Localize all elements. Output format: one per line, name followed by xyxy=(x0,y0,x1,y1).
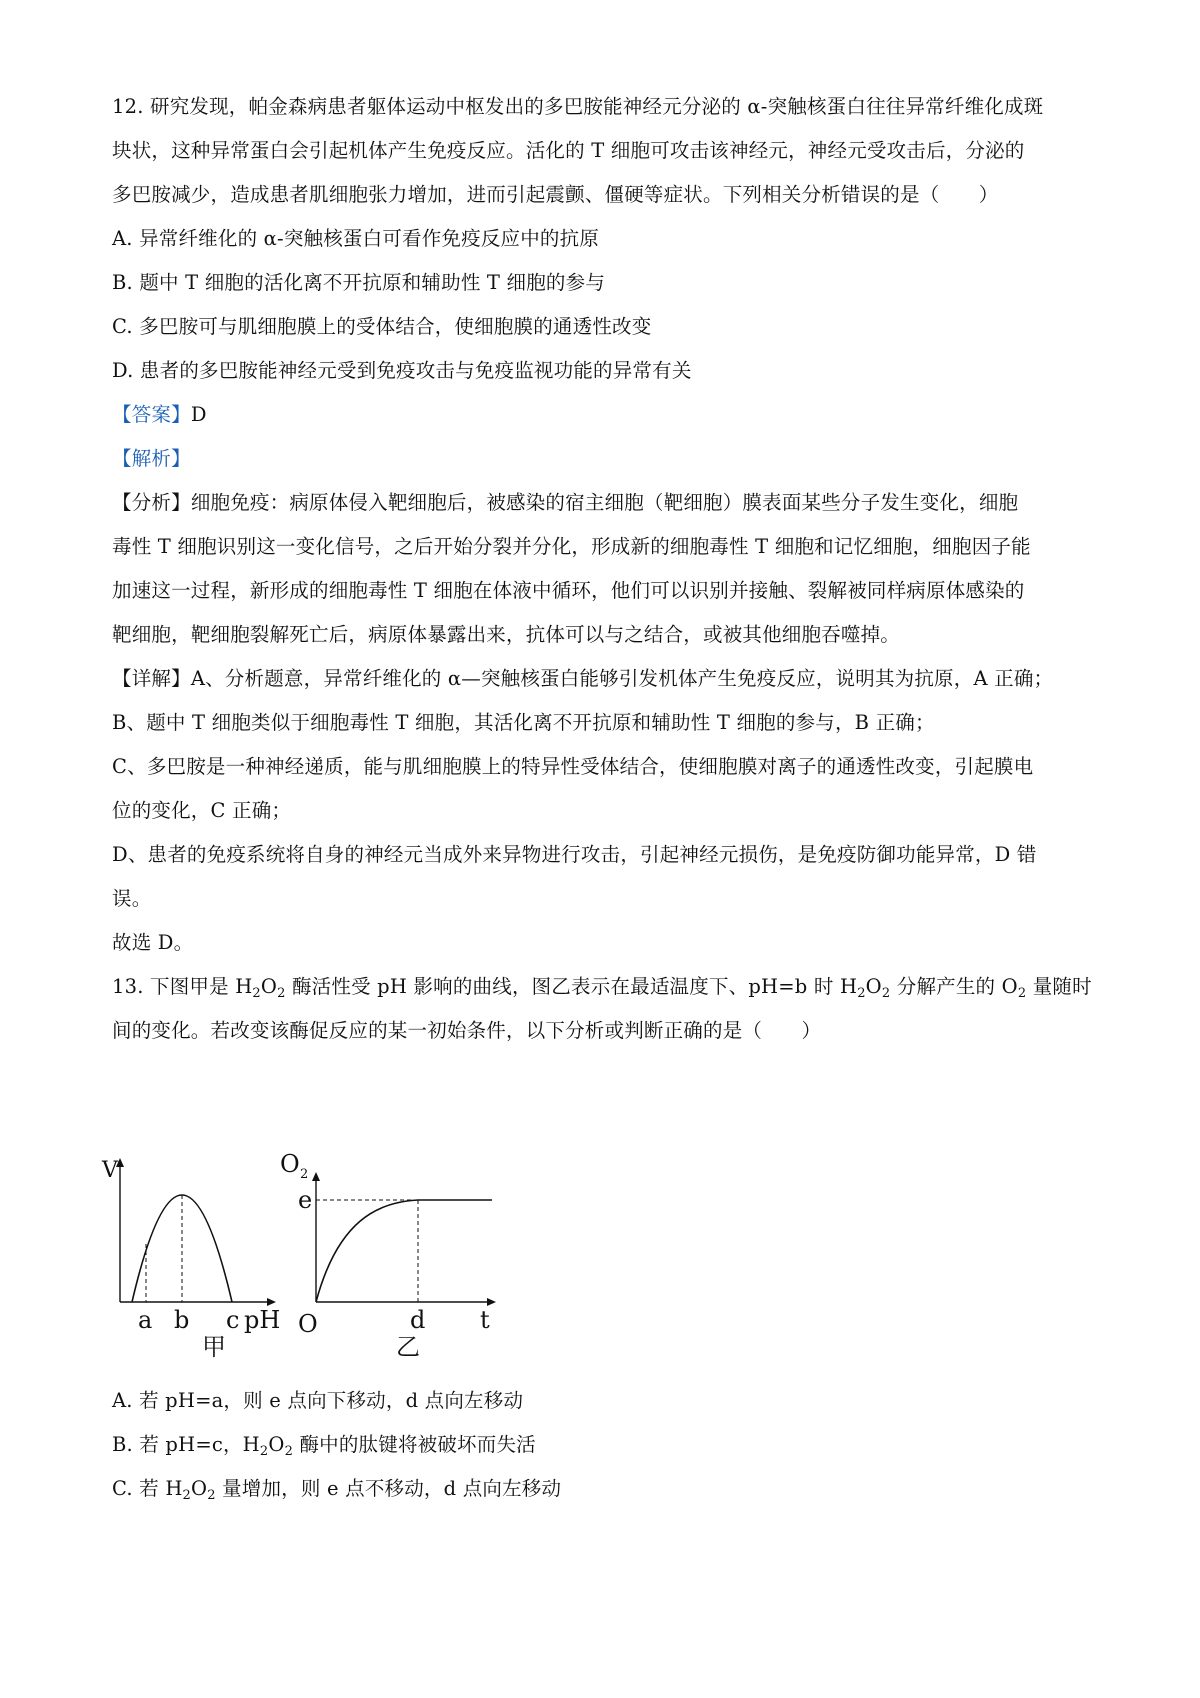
yi-origin: O xyxy=(298,1310,318,1338)
subscript: 2 xyxy=(259,1444,269,1459)
arrow-right-icon xyxy=(267,1298,276,1306)
subscript: 2 xyxy=(881,986,891,1001)
subscript: 2 xyxy=(252,986,261,1001)
q12-option-d: D. 患者的多巴胺能神经元受到免疫攻击与免疫监视功能的异常有关 xyxy=(112,359,692,382)
jia-caption: 甲 xyxy=(202,1333,226,1361)
q12-xiangjie-line-5: D、患者的免疫系统将自身的神经元当成外来异物进行攻击，引起神经元损伤，是免疫防御功能异常，D 错 xyxy=(112,843,1037,866)
q12-option-c: C. 多巴胺可与肌细胞膜上的受体结合，使细胞膜的通透性改变 xyxy=(112,315,652,338)
yi-saturation-curve xyxy=(316,1200,492,1302)
q13-option-a: A. 若 pH=a，则 e 点向下移动，d 点向左移动 xyxy=(112,1389,524,1412)
q13-stem-part: 酶活性受 pH 影响的曲线，图乙表示在最适温度下、pH=b 时 H xyxy=(285,975,858,998)
q12-stem-line-3: 多巴胺减少，造成患者肌细胞张力增加，进而引起震颤、僵硬等症状。下列相关分析错误的是（ ） xyxy=(112,183,999,206)
jia-x-label: pH xyxy=(244,1306,281,1334)
q12-xiangjie-line-3: C、多巴胺是一种神经递质，能与肌细胞膜上的特异性受体结合，使细胞膜对离子的通透性改变，引起膜电 xyxy=(112,755,1034,778)
graph-jia xyxy=(101,1158,280,1361)
q13-stem-line-1 xyxy=(112,972,1092,1002)
yi-y-label: O xyxy=(280,1150,300,1178)
q12-option-a: A. 异常纤维化的 α-突触核蛋白可看作免疫反应中的抗原 xyxy=(112,227,600,250)
q13-stem-part: O xyxy=(865,975,882,998)
q13-stem-part: 量随时 xyxy=(1026,975,1092,998)
subscript: 2 xyxy=(277,986,286,1001)
q13-stem-part: O xyxy=(260,975,278,998)
yi-x-label: t xyxy=(480,1306,490,1334)
q12-stem-line-2: 块状，这种异常蛋白会引起机体产生免疫反应。活化的 T 细胞可攻击该神经元，神经元受攻击后，分泌的 xyxy=(112,139,1025,162)
jia-tick-b: b xyxy=(174,1306,190,1334)
q13-option-b xyxy=(112,1430,1092,1460)
q12-fenxi-line-4: 靶细胞，靶细胞裂解死亡后，病原体暴露出来，抗体可以与之结合，或被其他细胞吞噬掉。 xyxy=(112,623,901,646)
q13-stem-line-2: 间的变化。若改变该酶促反应的某一初始条件，以下分析或判断正确的是（ ） xyxy=(112,1019,822,1042)
q12-stem-line-1: 12. 研究发现，帕金森病患者躯体运动中枢发出的多巴胺能神经元分泌的 α-突触核蛋白往往异常纤维化成斑 xyxy=(112,95,1044,118)
jia-tick-c: c xyxy=(226,1306,240,1334)
q12-xiangjie-line-1 xyxy=(112,664,1092,694)
jia-y-label: V xyxy=(102,1158,118,1183)
q12-analysis-heading xyxy=(112,444,1092,474)
subscript: 2 xyxy=(284,1444,294,1459)
q12-fenxi-line-3: 加速这一过程，新形成的细胞毒性 T 细胞在体液中循环，他们可以识别并接触、裂解被同样病原体感染的 xyxy=(112,579,1025,602)
q12-xiangjie-line-2: B、题中 T 细胞类似于细胞毒性 T 细胞，其活化离不开抗原和辅助性 T 细胞的参与，B 正确； xyxy=(112,711,935,734)
subscript: 2 xyxy=(1017,986,1027,1001)
q13-figure-svg xyxy=(102,1150,568,1361)
q12-option-b: B. 题中 T 细胞的活化离不开抗原和辅助性 T 细胞的参与 xyxy=(112,271,606,294)
q13-option-c-part: O xyxy=(191,1477,208,1500)
q12-fenxi-line-2: 毒性 T 细胞识别这一变化信号，之后开始分裂并分化，形成新的细胞毒性 T 细胞和记忆细胞，细胞因子能 xyxy=(112,535,1031,558)
yi-tick-d: d xyxy=(410,1306,426,1334)
q13-option-b-part: 酶中的肽键将被破坏而失活 xyxy=(293,1433,536,1456)
answer-tag: 【答案】 xyxy=(112,403,191,426)
q13-option-b-part: O xyxy=(268,1433,285,1456)
q12-xiangjie-line-6: 误。 xyxy=(112,887,152,910)
arrow-right-icon xyxy=(487,1298,496,1306)
fenxi-tag: 【分析】 xyxy=(112,491,191,514)
subscript: 2 xyxy=(182,1488,192,1503)
yi-caption: 乙 xyxy=(396,1333,420,1361)
subscript: 2 xyxy=(857,986,866,1001)
jia-tick-a: a xyxy=(138,1306,153,1334)
q13-figure xyxy=(102,1150,568,1361)
q13-stem-part: 13. 下图甲是 H xyxy=(112,975,253,998)
q12-answer xyxy=(112,400,1092,430)
arrow-up-icon xyxy=(312,1172,320,1181)
xiangjie-tag: 【详解】 xyxy=(112,667,191,690)
xiangjie-text-1: A、分析题意，异常纤维化的 α—突触核蛋白能够引发机体产生免疫反应，说明其为抗原，A 正确； xyxy=(190,667,1054,690)
yi-tick-e: e xyxy=(298,1186,313,1214)
q13-option-c-part: 量增加，则 e 点不移动，d 点向左移动 xyxy=(215,1477,562,1500)
fenxi-text-1: 细胞免疫：病原体侵入靶细胞后，被感染的宿主细胞（靶细胞）膜表面某些分子发生变化，细胞 xyxy=(190,491,1019,514)
q12-xiangjie-line-4: 位的变化，C 正确； xyxy=(112,799,292,822)
subscript: 2 xyxy=(207,1488,216,1503)
q13-option-b-part: B. 若 pH=c，H xyxy=(112,1433,260,1456)
q12-fenxi-line-1 xyxy=(112,488,1092,518)
graph-yi xyxy=(280,1150,496,1361)
yi-y-label-sub: 2 xyxy=(300,1167,309,1182)
q13-option-c-part: C. 若 H xyxy=(112,1477,183,1500)
q12-conclusion: 故选 D。 xyxy=(112,931,194,954)
analysis-tag: 【解析】 xyxy=(112,447,191,470)
q13-stem-part: 分解产生的 O xyxy=(890,975,1018,998)
q13-option-c xyxy=(112,1474,1092,1504)
answer-value: D xyxy=(190,403,207,426)
